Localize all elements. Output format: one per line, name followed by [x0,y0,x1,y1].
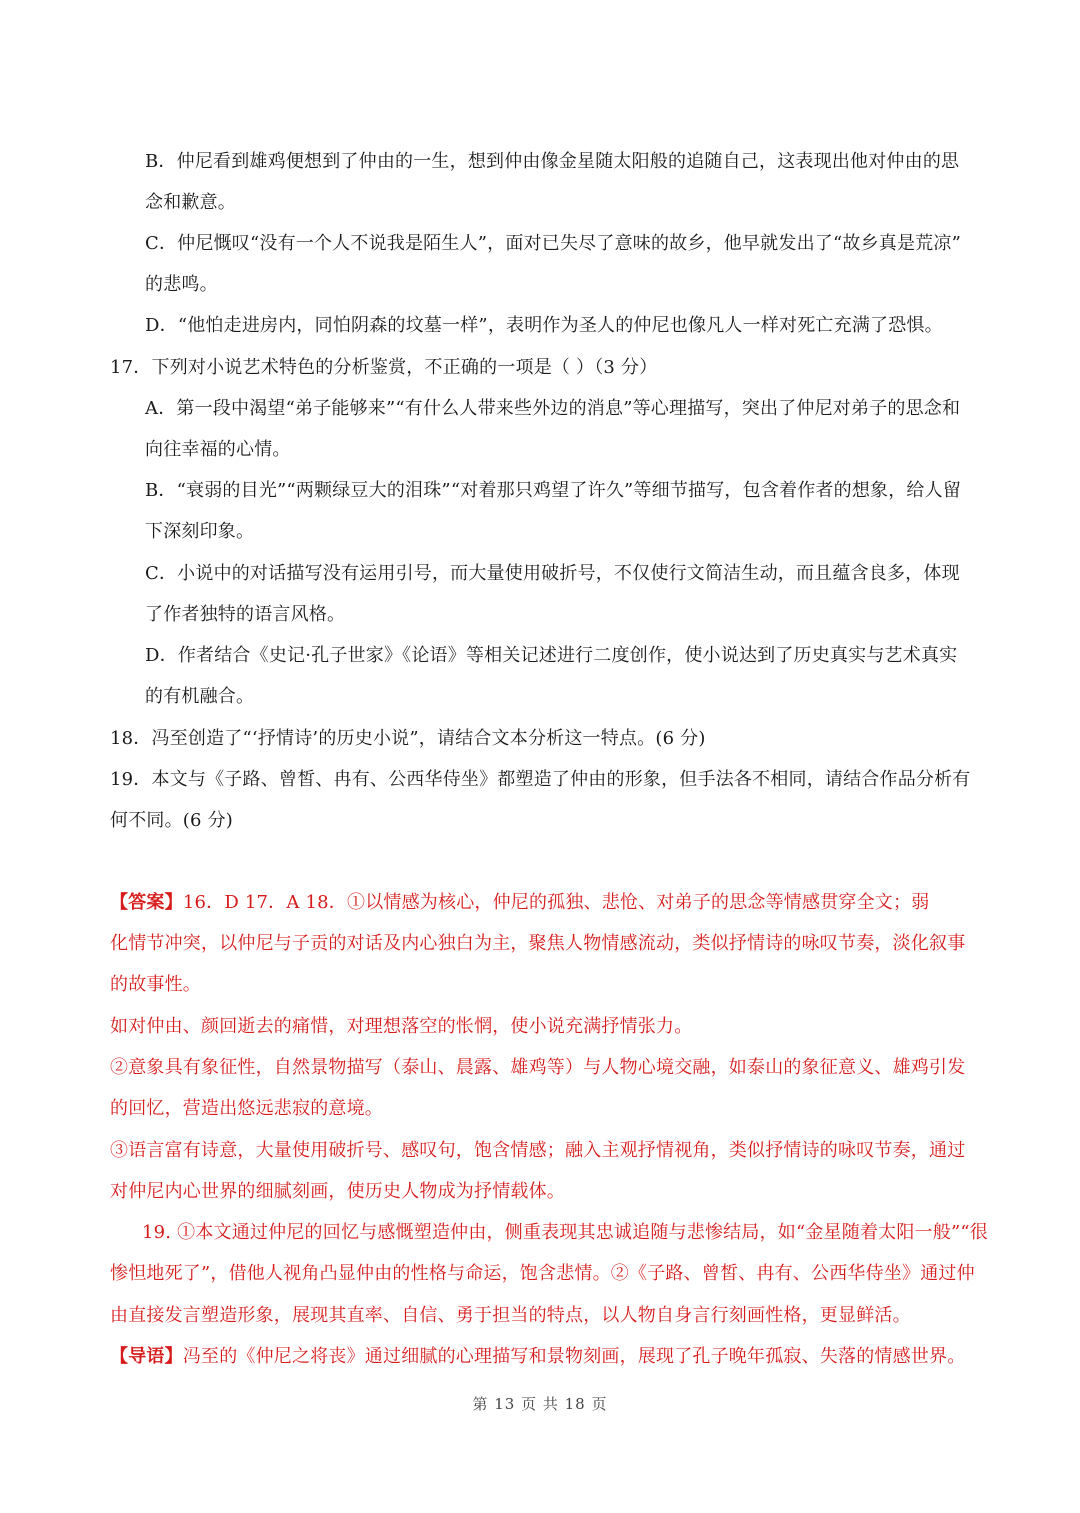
answer-line1-text: 16．D 17．A 18．①以情感为核心，仲尼的孤独、悲怆、对弟子的思念等情感贯穿全文；弱 [182,892,930,913]
q17-option-d-line1: D．作者结合《史记·孔子世家》《论语》等相关记述进行二度创作，使小说达到了历史真实与艺术真实 [145,645,958,666]
q16-option-d-line1: D．“他怕走进房内，同怕阴森的坟墓一样”，表明作为圣人的仲尼也像凡人一样对死亡充满了恐惧。 [145,315,943,336]
q17-stem: 17．下列对小说艺术特色的分析鉴赏，不正确的一项是（ ）（3 分） [110,357,658,378]
answer-line7: ③语言富有诗意，大量使用破折号、感叹句，饱含情感；融入主观抒情视角，类似抒情诗的咏叹节奏，通过 [110,1140,966,1161]
q18-stem: 18．冯至创造了“‘抒情诗’的历史小说”，请结合文本分析这一特点。(6 分) [110,728,706,749]
q16-option-b-line2: 念和歉意。 [145,192,236,213]
answer-label: 【答案】 [110,892,183,913]
answer-line1 [110,891,929,915]
q17-option-c-line1: C．小说中的对话描写没有运用引号，而大量使用破折号，不仅使行文简洁生动，而且蕴含良多，体现 [145,563,960,584]
q17-option-d-line2: 的有机融合。 [145,686,255,707]
page-number-footer: 第 13 页 共 18 页 [472,1395,608,1413]
guide-label: 【导语】 [110,1346,183,1367]
q17-option-c-line2: 了作者独特的语言风格。 [145,604,346,625]
answer-line8: 对仲尼内心世界的细腻刻画，使历史人物成为抒情载体。 [110,1181,565,1202]
guide-text: 冯至的《仲尼之将丧》通过细腻的心理描写和景物刻画，展现了孔子晚年孤寂、失落的情感世界。 [182,1346,966,1367]
q16-option-c-line1: C．仲尼慨叹“没有一个人不说我是陌生人”，面对已失尽了意味的故乡，他早就发出了“故乡真是荒凉” [145,233,961,254]
q16-option-b-line1: B．仲尼看到雄鸡便想到了仲由的一生，想到仲由像金星随太阳般的追随自己，这表现出他对仲由的思 [145,151,960,172]
q19-stem-line2: 何不同。(6 分) [110,810,234,831]
q19-stem-line1: 19．本文与《子路、曾皙、冉有、公西华侍坐》都塑造了仲由的形象，但手法各不相同，请结合作品分析有 [110,769,971,790]
answer-line9: 19. ①本文通过仲尼的回忆与感慨塑造仲由，侧重表现其忠诚追随与悲惨结局，如“金星随着太阳一般”“很 [142,1222,988,1243]
answer-line11: 由直接发言塑造形象，展现其直率、自信、勇于担当的特点，以人物自身言行刻画性格，更显鲜活。 [110,1305,911,1326]
guide-line [110,1345,965,1369]
q17-option-a-line1: A．第一段中渴望“弟子能够来”“有什么人带来些外边的消息”等心理描写，突出了仲尼对弟子的思念和 [145,398,961,419]
answer-line10: 惨怛地死了”，借他人视角凸显仲由的性格与命运，饱含悲情。②《子路、曾皙、冉有、公西华侍坐》通过仲 [110,1263,975,1284]
q16-option-c-line2: 的悲鸣。 [145,274,218,295]
answer-line5: ②意象具有象征性，自然景物描写（泰山、晨露、雄鸡等）与人物心境交融，如泰山的象征意义、雄鸡引发 [110,1057,966,1078]
answer-line2: 化情节冲突，以仲尼与子贡的对话及内心独白为主，聚焦人物情感流动，类似抒情诗的咏叹节奏，淡化叙事 [110,933,966,954]
q17-option-b-line2: 下深刻印象。 [145,521,255,542]
q17-option-a-line2: 向往幸福的心情。 [145,439,291,460]
answer-line4: 如对仲由、颜回逝去的痛惜，对理想落空的怅惘，使小说充满抒情张力。 [110,1016,693,1037]
answer-line3: 的故事性。 [110,974,201,995]
answer-line6: 的回忆，营造出悠远悲寂的意境。 [110,1098,383,1119]
q17-option-b-line1: B．“衰弱的目光”“两颗绿豆大的泪珠”“对着那只鸡望了许久”等细节描写，包含着作者的想象，给人留 [145,480,962,501]
